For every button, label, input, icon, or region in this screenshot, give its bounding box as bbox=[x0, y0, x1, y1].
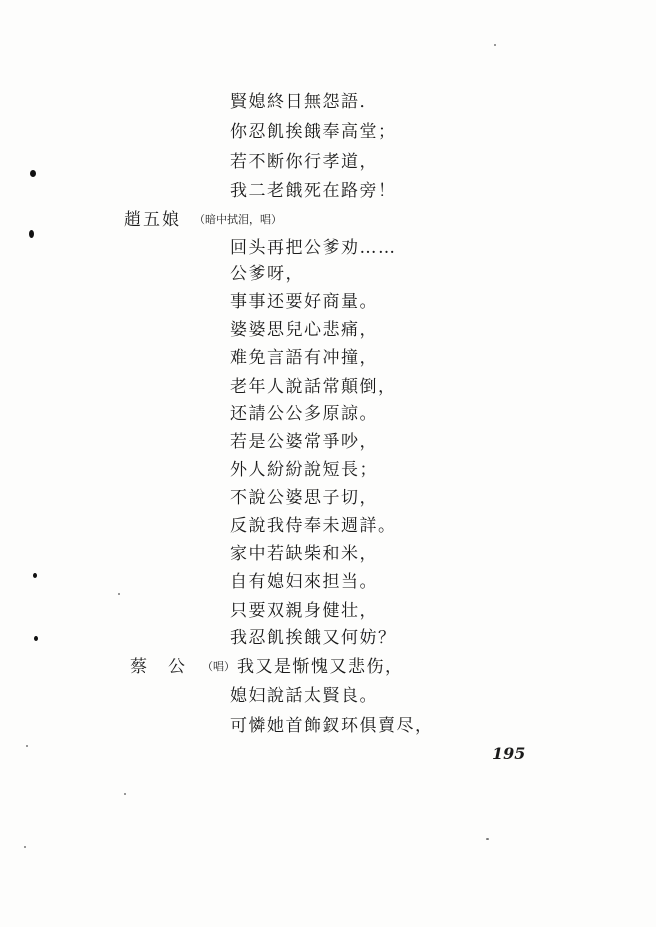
verse-line: 若是公婆常爭吵， bbox=[230, 432, 378, 452]
verse-line: 我忍飢挨餓又何妨？ bbox=[230, 628, 397, 648]
margin-mark bbox=[33, 573, 37, 578]
verse-line: 不說公婆思子切， bbox=[230, 488, 378, 508]
verse-line: 公爹呀， bbox=[230, 264, 304, 284]
scan-speck bbox=[494, 44, 496, 46]
verse-line: 外人紛紛說短長； bbox=[230, 460, 378, 480]
verse-line: 事事还要好商量。 bbox=[230, 292, 378, 312]
speaker-name: 蔡 公 bbox=[130, 657, 187, 677]
margin-mark bbox=[30, 170, 36, 177]
scan-speck bbox=[486, 838, 489, 840]
scan-speck bbox=[24, 846, 26, 848]
verse-line: 回头再把公爹劝…… bbox=[230, 238, 397, 258]
verse-line: 老年人說話常顛倒， bbox=[230, 377, 397, 397]
verse-line: 我又是惭愧又悲伤， bbox=[237, 657, 404, 677]
verse-line: 难免言語有冲撞， bbox=[230, 348, 378, 368]
verse-line: 我二老餓死在路旁！ bbox=[230, 181, 397, 201]
stage-direction: （唱） bbox=[202, 660, 235, 673]
scan-speck bbox=[26, 745, 28, 747]
stage-direction: （暗中拭泪，唱） bbox=[194, 213, 282, 226]
page-number: 195 bbox=[492, 744, 526, 763]
verse-line: 婆婆思兒心悲痛， bbox=[230, 320, 378, 340]
verse-line: 媳妇說話太賢良。 bbox=[230, 686, 378, 706]
verse-line: 賢媳終日無怨語． bbox=[230, 92, 378, 112]
verse-line: 自有媳妇來担当。 bbox=[230, 572, 378, 592]
verse-line: 反說我侍奉未週詳。 bbox=[230, 516, 397, 536]
verse-line: 家中若缺柴和米， bbox=[230, 544, 378, 564]
verse-line: 只要双親身健壮， bbox=[230, 601, 378, 621]
margin-mark bbox=[34, 636, 38, 641]
verse-line: 你忍飢挨餓奉高堂； bbox=[230, 122, 397, 142]
scan-speck bbox=[118, 593, 120, 595]
verse-line: 可憐她首飾釵环俱賣尽， bbox=[230, 716, 434, 736]
scan-speck bbox=[124, 793, 126, 795]
speaker-name: 趙五娘 bbox=[124, 210, 181, 230]
verse-line: 若不断你行孝道， bbox=[230, 152, 378, 172]
margin-mark bbox=[29, 230, 34, 238]
verse-line: 还請公公多原諒。 bbox=[230, 404, 378, 424]
